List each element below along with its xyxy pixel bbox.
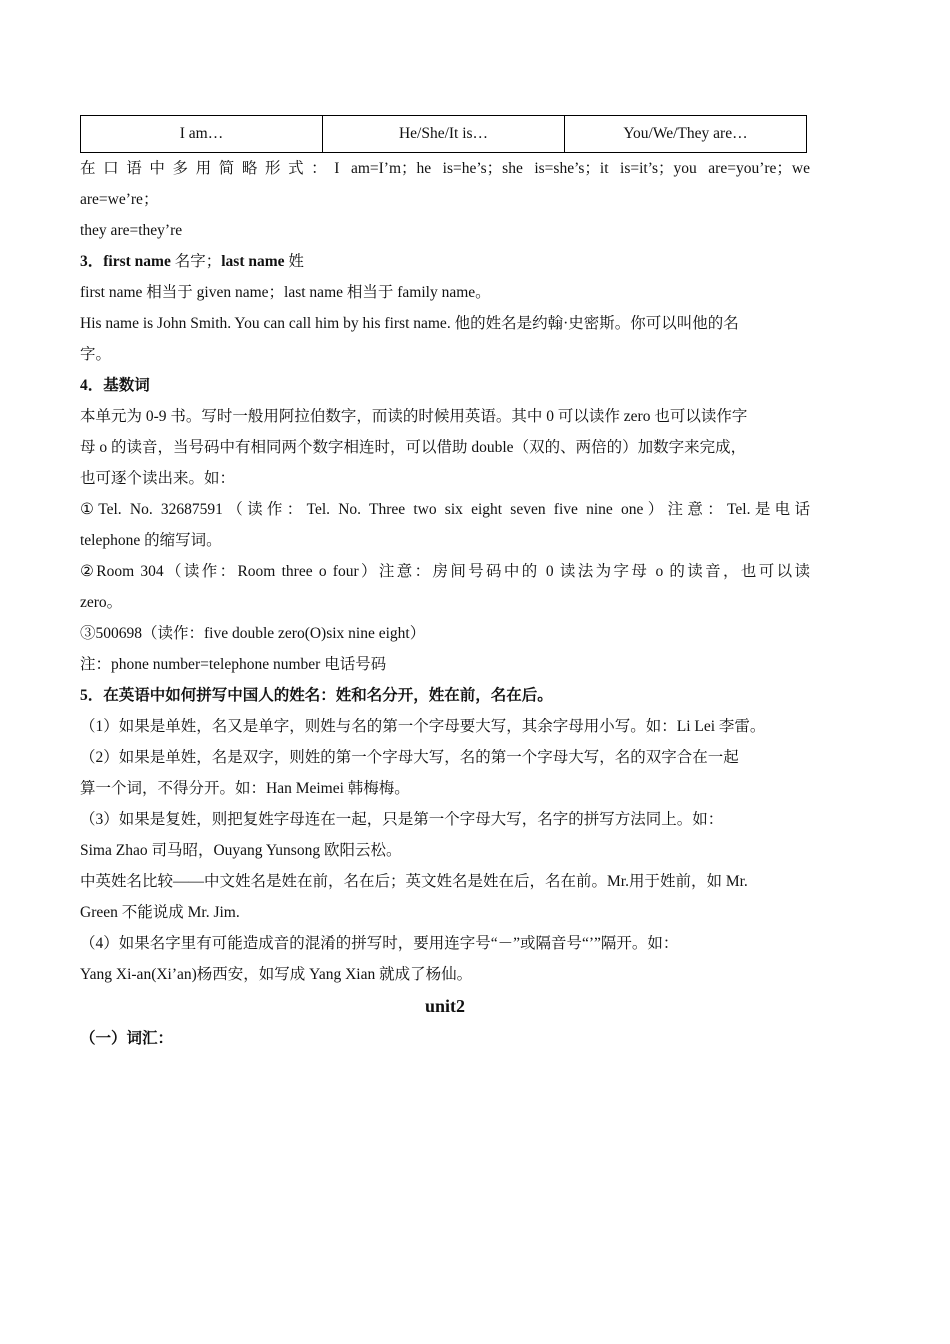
document-page [80, 115, 810, 1054]
term-first-name: first name [103, 253, 171, 270]
paragraph-line: 母 o 的读音，当号码中有相同两个数字相连时，可以借助 double（双的、两倍的）加数字来完成， [80, 439, 747, 456]
be-forms-table [80, 115, 807, 153]
paragraph-line: （1）如果是单姓，名又是单字，则姓与名的第一个字母要大写，其余字母用小写。如：Li Lei 李雷。 [80, 718, 766, 735]
subsection-heading: （一）词汇： [80, 1030, 174, 1047]
section-4-heading: 4．基数词 [80, 377, 150, 394]
paragraph-line: first name 相当于 given name；last name 相当于 family name。 [80, 284, 491, 301]
note-line: 注：phone number=telephone number 电话号码 [80, 656, 387, 673]
paragraph-line: Sima Zhao 司马昭，Ouyang Yunsong 欧阳云松。 [80, 842, 402, 859]
section-3-heading [80, 246, 810, 277]
example-line: telephone 的缩写词。 [80, 532, 222, 549]
table-cell: He/She/It is… [323, 116, 565, 153]
paragraph-line: His name is John Smith. You can call him by his first name. 他的姓名是约翰·史密斯。你可以叫他的名 [80, 315, 739, 332]
example-line: zero。 [80, 594, 123, 611]
table-cell: You/We/They are… [565, 116, 807, 153]
paragraph-line: （2）如果是单姓，名是双字，则姓的第一个字母大写，名的第一个字母大写，名的双字合在一起 [80, 749, 739, 766]
paragraph-line: 也可逐个读出来。如： [80, 470, 236, 487]
paragraph-line: （3）如果是复姓，则把复姓字母连在一起，只是第一个字母大写，名字的拼写方法同上。如： [80, 811, 724, 828]
paragraph-line: 算一个词，不得分开。如：Han Meimei 韩梅梅。 [80, 780, 410, 797]
contractions-line: are=we’re； [80, 191, 159, 208]
term-gloss: 姓 [284, 253, 304, 270]
paragraph-line: 本单元为 0-9 书。写时一般用阿拉伯数字，而读的时候用英语。其中 0 可以读作 zero 也可以读作字 [80, 408, 748, 425]
table-row [81, 116, 807, 153]
table-cell: I am… [81, 116, 323, 153]
paragraph-line: Yang Xi-an(Xi’an)杨西安，如写成 Yang Xian 就成了杨仙。 [80, 966, 473, 983]
contractions-line: they are=they’re [80, 222, 183, 239]
paragraph-line: Green 不能说成 Mr. Jim. [80, 904, 240, 921]
example-line: ②Room 304（读作：Room three o four）注意：房间号码中的 0 读法为字母 o 的读音，也可以读 [80, 563, 810, 580]
term-gloss: 名字； [170, 253, 222, 270]
paragraph-line: 字。 [80, 346, 112, 363]
paragraph-line: 中英姓名比较——中文姓名是姓在前，名在后；英文姓名是姓在后，名在前。Mr.用于姓前，如 Mr. [80, 873, 748, 890]
section-5-heading: 5．在英语中如何拼写中国人的姓名：姓和名分开，姓在前，名在后。 [80, 687, 553, 704]
section-number: 3． [80, 253, 104, 270]
term-last-name: last name [221, 253, 285, 270]
unit-title: unit2 [424, 996, 466, 1016]
paragraph-line: （4）如果名字里有可能造成音的混淆的拼写时，要用连字号“－”或隔音号“’”隔开。如： [80, 935, 679, 952]
example-line: ①Tel. No. 32687591（读作：Tel. No. Three two six eight seven five nine one）注意：Tel.是电话 [80, 501, 810, 518]
example-line: ③500698（读作：five double zero(O)six nine eight） [80, 625, 426, 642]
contractions-line: 在口语中多用简略形式：I am=I’m；he is=he’s；she is=she’s；it is=it’s；you are=you’re；we [80, 160, 810, 177]
